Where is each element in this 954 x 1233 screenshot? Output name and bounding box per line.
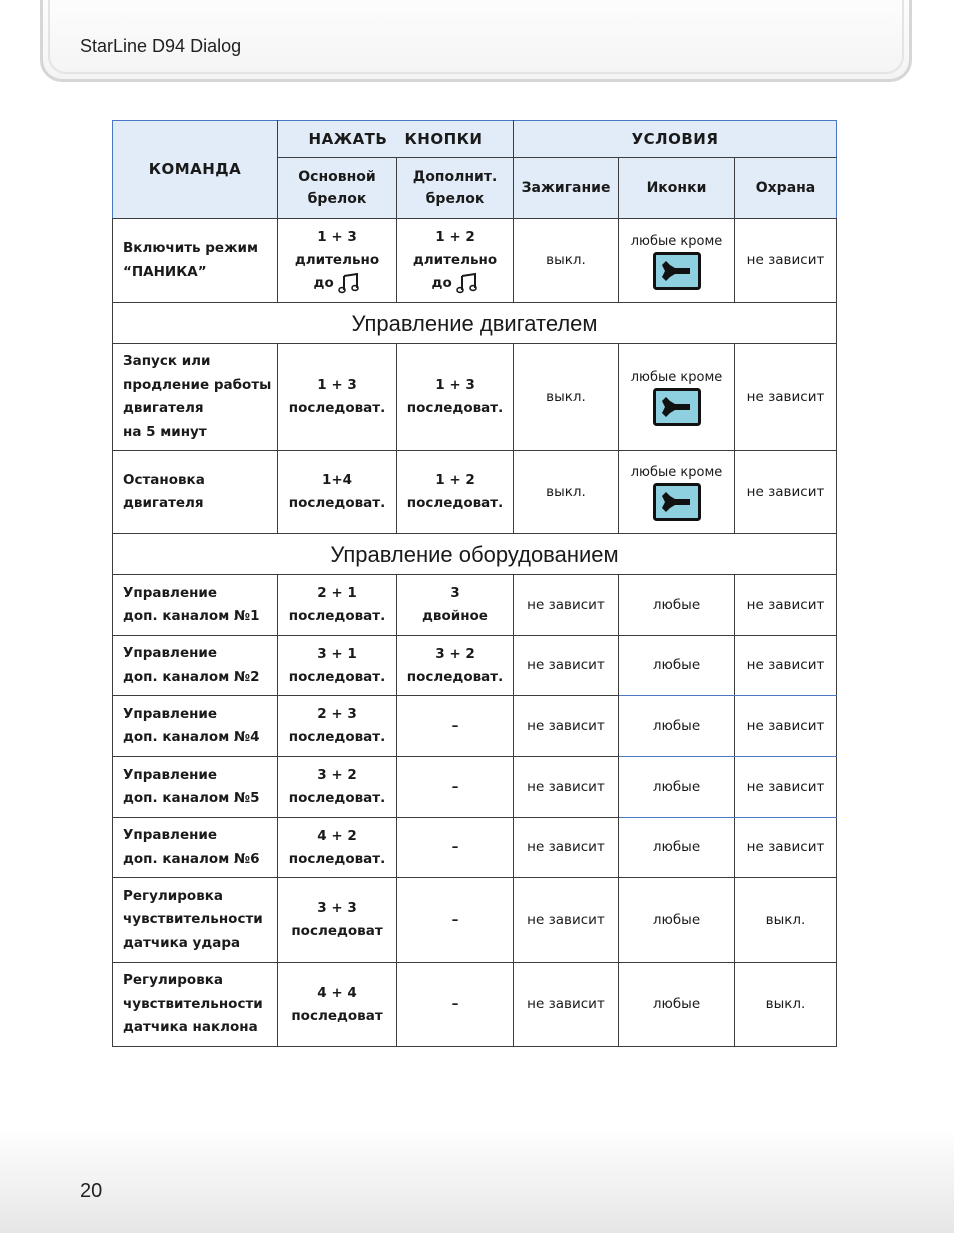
extra-fob-combo: – <box>397 818 514 878</box>
command-name: Регулировка чувствительности датчика наклона <box>113 963 278 1047</box>
table-row <box>113 696 837 757</box>
command-name: Регулировка чувствительности датчика удара <box>113 878 278 963</box>
footer-band <box>0 1128 954 1233</box>
ignition-condition: выкл. <box>514 451 619 534</box>
icons-condition: любые кроме <box>619 219 735 303</box>
icons-condition: любые <box>619 818 735 878</box>
ignition-condition: не зависит <box>514 963 619 1047</box>
security-condition: не зависит <box>735 757 837 818</box>
icons-condition: любые <box>619 757 735 818</box>
command-name: Управление доп. каналом №6 <box>113 818 278 878</box>
main-fob-combo: 3 + 3 последоват <box>278 878 397 963</box>
header-security: Охрана <box>735 158 837 219</box>
main-fob-combo: 2 + 3 последоват. <box>278 696 397 757</box>
security-condition: не зависит <box>735 451 837 534</box>
document-title: StarLine D94 Dialog <box>80 36 242 56</box>
header-conditions: УСЛОВИЯ <box>514 121 837 158</box>
main-fob-combo: 3 + 2 последоват. <box>278 757 397 818</box>
table-row <box>113 575 837 636</box>
main-fob-combo: 4 + 4 последоват <box>278 963 397 1047</box>
header-main-fob: Основной брелок <box>278 158 397 219</box>
main-fob-combo: 1 + 3 последоват. <box>278 344 397 451</box>
table-row <box>113 818 837 878</box>
table-row-tilt-sensor <box>113 963 837 1047</box>
command-name: Включить режим “ПАНИКА” <box>113 219 278 303</box>
section-row-equipment <box>113 534 837 575</box>
ignition-condition: не зависит <box>514 818 619 878</box>
command-name: Запуск или продление работы двигателя на 5 минут <box>113 344 278 451</box>
command-name: Управление доп. каналом №2 <box>113 636 278 696</box>
security-condition: выкл. <box>735 878 837 963</box>
page-number: 20 <box>80 1180 103 1202</box>
table-row-shock-sensor <box>113 878 837 963</box>
command-name: Остановка двигателя <box>113 451 278 534</box>
music-note-icon <box>338 272 360 294</box>
header-ignition: Зажигание <box>514 158 619 219</box>
ignition-condition: не зависит <box>514 575 619 636</box>
wrench-icon <box>653 252 701 290</box>
command-table <box>112 120 837 1047</box>
command-name: Управление доп. каналом №4 <box>113 696 278 757</box>
icons-condition: любые <box>619 878 735 963</box>
main-fob-combo: 1+4 последоват. <box>278 451 397 534</box>
ignition-condition: не зависит <box>514 636 619 696</box>
extra-fob-combo: 3 двойное <box>397 575 514 636</box>
main-fob-combo: 4 + 2 последоват. <box>278 818 397 878</box>
main-fob-combo: 1 + 3 длительно до <box>278 219 397 303</box>
security-condition: не зависит <box>735 219 837 303</box>
section-row-engine <box>113 303 837 344</box>
command-name: Управление доп. каналом №5 <box>113 757 278 818</box>
table-row-panic <box>113 219 837 303</box>
music-note-icon <box>456 272 478 294</box>
ignition-condition: выкл. <box>514 219 619 303</box>
header-command: КОМАНДА <box>113 121 278 219</box>
icons-condition: любые <box>619 963 735 1047</box>
icons-condition: любые кроме <box>619 344 735 451</box>
section-title-equipment: Управление оборудованием <box>113 534 837 575</box>
header-icons: Иконки <box>619 158 735 219</box>
icons-condition: любые <box>619 575 735 636</box>
header-press-buttons: НАЖАТЬ КНОПКИ <box>278 121 514 158</box>
extra-fob-combo: – <box>397 878 514 963</box>
security-condition: не зависит <box>735 818 837 878</box>
icons-condition: любые <box>619 696 735 757</box>
ignition-condition: не зависит <box>514 757 619 818</box>
command-name: Управление доп. каналом №1 <box>113 575 278 636</box>
table-row-engine-stop <box>113 451 837 534</box>
security-condition: не зависит <box>735 636 837 696</box>
extra-fob-combo: 3 + 2 последоват. <box>397 636 514 696</box>
security-condition: выкл. <box>735 963 837 1047</box>
main-fob-combo: 3 + 1 последоват. <box>278 636 397 696</box>
table-row <box>113 636 837 696</box>
security-condition: не зависит <box>735 575 837 636</box>
extra-fob-combo: – <box>397 963 514 1047</box>
ignition-condition: не зависит <box>514 878 619 963</box>
wrench-icon <box>653 388 701 426</box>
header-extra-fob: Дополнит. брелок <box>397 158 514 219</box>
table-row <box>113 757 837 818</box>
security-condition: не зависит <box>735 696 837 757</box>
extra-fob-combo: 1 + 3 последоват. <box>397 344 514 451</box>
ignition-condition: не зависит <box>514 696 619 757</box>
security-condition: не зависит <box>735 344 837 451</box>
table-row-engine-start <box>113 344 837 451</box>
section-title-engine: Управление двигателем <box>113 303 837 344</box>
icons-condition: любые <box>619 636 735 696</box>
main-fob-combo: 2 + 1 последоват. <box>278 575 397 636</box>
extra-fob-combo: 1 + 2 последоват. <box>397 451 514 534</box>
icons-condition: любые кроме <box>619 451 735 534</box>
ignition-condition: выкл. <box>514 344 619 451</box>
extra-fob-combo: – <box>397 696 514 757</box>
extra-fob-combo: 1 + 2 длительно до <box>397 219 514 303</box>
wrench-icon <box>653 483 701 521</box>
extra-fob-combo: – <box>397 757 514 818</box>
